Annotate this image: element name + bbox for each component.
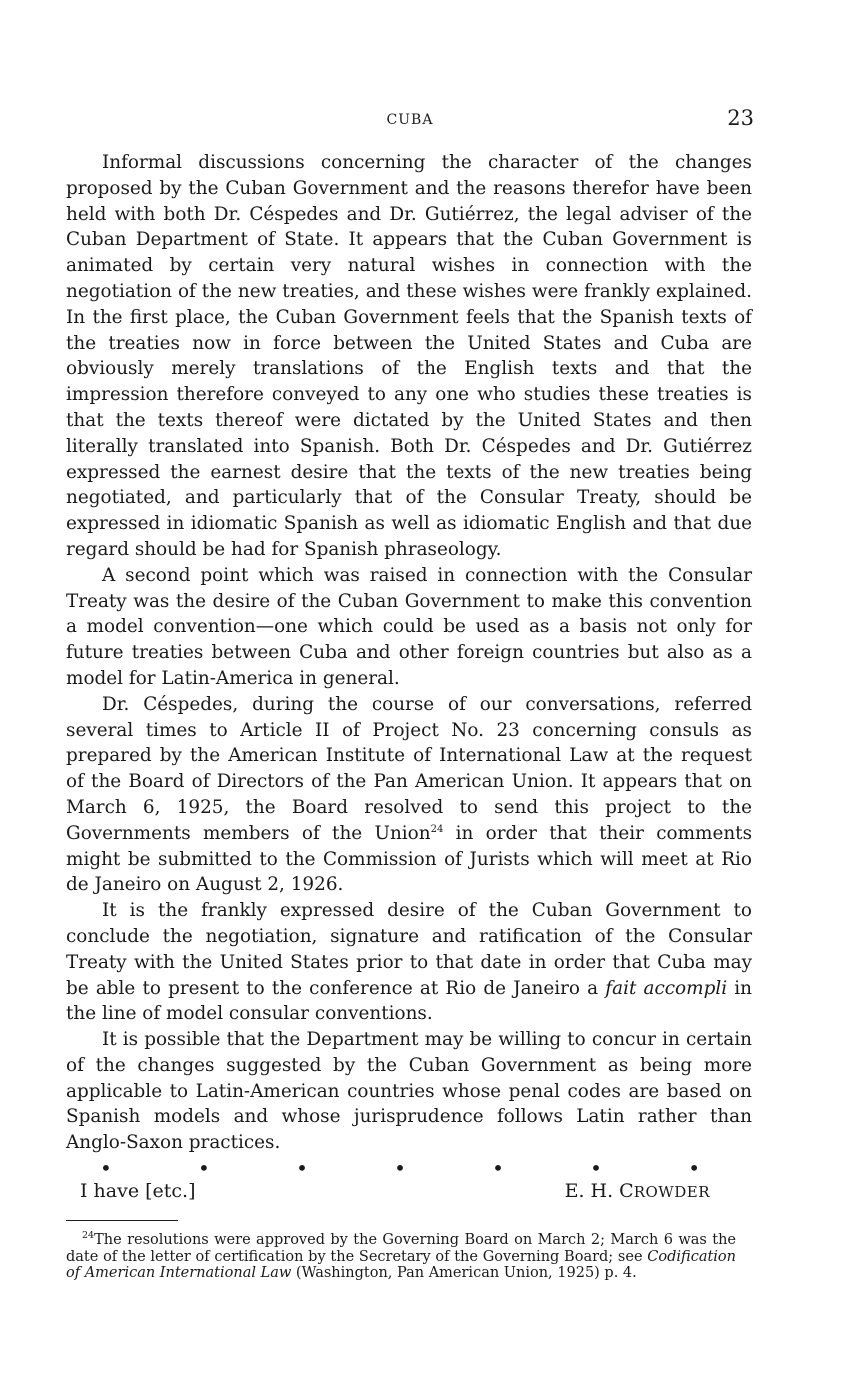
ellipsis-dot: • bbox=[296, 1156, 308, 1180]
footnote-text-after: (Washington, Pan American Union, 1925) p. 4. bbox=[291, 1265, 637, 1281]
running-head bbox=[66, 108, 754, 134]
omission-ellipsis bbox=[100, 1158, 700, 1178]
signature bbox=[565, 1180, 710, 1202]
ellipsis-dot: • bbox=[688, 1156, 700, 1180]
footnote-italic-title: Codification of American International Law bbox=[66, 1248, 736, 1281]
footnote-number: 24 bbox=[82, 1230, 95, 1242]
ellipsis-dot: • bbox=[492, 1156, 504, 1180]
ellipsis-dot: • bbox=[100, 1156, 112, 1180]
footnote-divider bbox=[66, 1220, 178, 1221]
paragraph-4-text-before: It is the frankly expressed desire of the Cuban Government to conclude the negotiation, signature and ratification of the Consular Treaty with the United States prior to that date in order that Cuba may be able to present to the conference at Rio de Janeiro a bbox=[66, 900, 752, 999]
paragraph-3-text-after: in order that their comments might be submitted to the Commission of Jurists which will meet at Rio de Janeiro on August 2, 1926. bbox=[66, 822, 753, 896]
paragraph-4-italic: fait accompli bbox=[605, 977, 728, 999]
paragraph-4 bbox=[66, 898, 752, 1027]
ellipsis-dot: • bbox=[590, 1156, 602, 1180]
paragraph-4-text-after: in the line of model consular conventions. bbox=[66, 977, 752, 1025]
ellipsis-dot: • bbox=[394, 1156, 406, 1180]
paragraph-3-text-before: Dr. Céspedes, during the course of our conversations, referred several times to Article II of Project No. 23 concerning consuls as prepared by the American Institute of International Law at the request of the Board of Directors of the Pan American Union. It appears that on March 6, 1925, the Board resolved to send this project to the Governments members of the Union bbox=[66, 693, 752, 844]
paragraph-2: A second point which was raised in connection with the Consular Treaty was the desire of the Cuban Government to make this convention a model convention—one which could be used as a basis not only for future treaties between Cuba and other foreign countries but also as a model for Latin-America in general. bbox=[66, 564, 752, 689]
footnote-24 bbox=[66, 1232, 736, 1282]
signature-smallcaps: ROWDER bbox=[633, 1183, 710, 1201]
page-number: 23 bbox=[727, 106, 754, 130]
footnote-text-before: The resolutions were approved by the Governing Board on March 2; March 6 was the date of the letter of certification by the Secretary of the Governing Board; see bbox=[66, 1232, 736, 1265]
signature-initials: E. H. C bbox=[564, 1180, 634, 1202]
ellipsis-dot: • bbox=[198, 1156, 210, 1180]
footnote-reference: 24 bbox=[430, 823, 444, 835]
salutation: I have [etc.] bbox=[80, 1180, 196, 1202]
letter-closing bbox=[80, 1180, 710, 1210]
paragraph-5: It is possible that the Department may be willing to concur in certain of the changes suggested by the Cuban Government as being more applicable to Latin-American countries whose penal codes are based on Spanish models and whose jurisprudence follows Latin rather than Anglo-Saxon practices. bbox=[66, 1029, 752, 1154]
running-title: CUBA bbox=[386, 112, 434, 128]
paragraph-3 bbox=[66, 692, 752, 898]
paragraph-1: Informal discussions concerning the character of the changes proposed by the Cuban Government and the reasons therefor have been held with both Dr. Céspedes and Dr. Gutiérrez, the legal adviser of the Cuban Department of State. It appears that the Cuban Government is animated by certain very natural wishes in connection with the negotiation of the new treaties, and these wishes were frankly explained. In the first place, the Cuban Government feels that the Spanish texts of the treaties now in force between the United States and Cuba are obviously merely translations of the English texts and that the impression therefore conveyed to any one who studies these treaties is that the texts thereof were dictated by the United States and then literally translated into Spanish. Both Dr. Céspedes and Dr. Gutiérrez expressed the earnest desire that the texts of the new treaties being negotiated, and particularly that of the Consular Treaty, should be expressed in idiomatic Spanish as well as idiomatic English and that due regard should be had for Spanish phraseology. bbox=[66, 152, 752, 560]
body-text bbox=[66, 150, 752, 1156]
